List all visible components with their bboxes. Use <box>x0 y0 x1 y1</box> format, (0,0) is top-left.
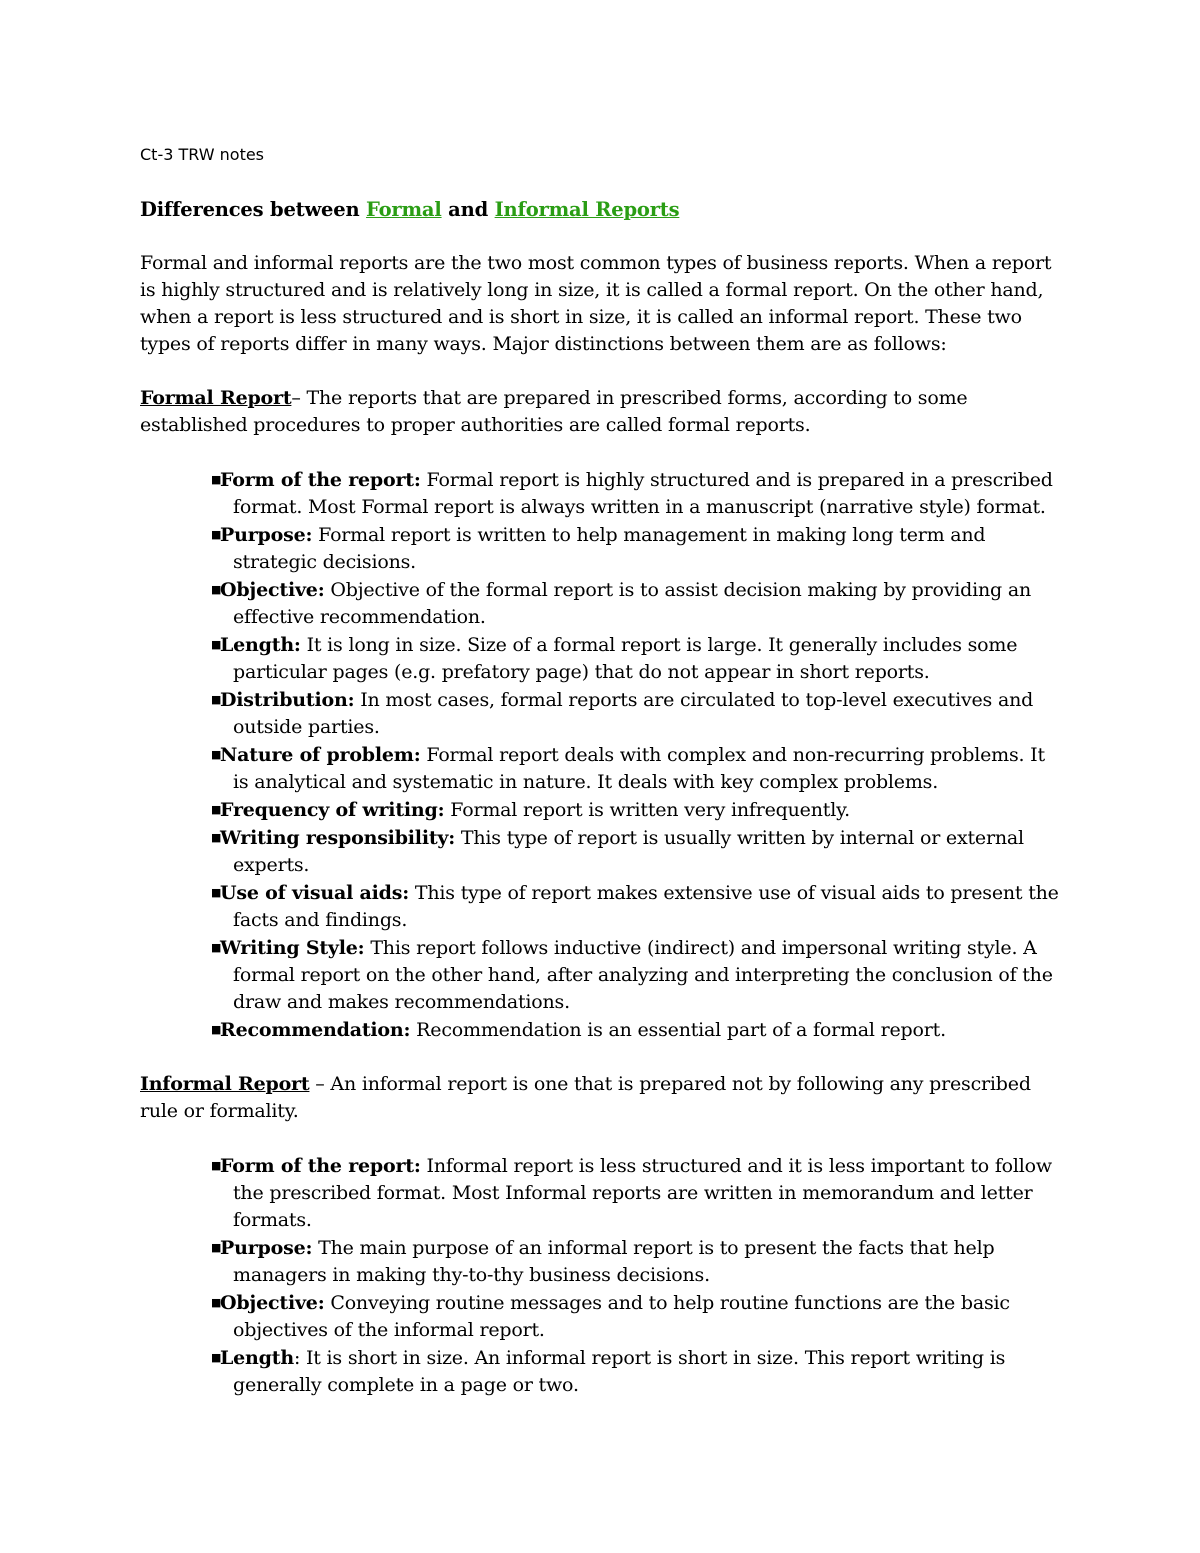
list-item <box>198 686 1060 741</box>
square-bullet-icon: ■ <box>211 1296 222 1309</box>
intro-paragraph: Formal and informal reports are the two most common types of business reports. When a report is highly structured and is relatively long in size, it is called a formal report. On the other hand, when a report is less structured and is short in size, it is called an informal report. These two types of reports differ in many ways. Major distinctions between them are as follows: <box>140 252 1052 355</box>
point-text: Informal report is less structured and it is less important to follow the prescribed format. Most Informal reports are written in memorandum and letter formats. <box>233 1155 1052 1231</box>
point-text: It is long in size. Size of a formal report is large. It generally includes some particular pages (e.g. prefatory page) that do not appear in short reports. <box>233 634 1018 683</box>
list-item <box>198 466 1060 521</box>
square-bullet-icon: ■ <box>211 1023 222 1036</box>
point-text: Formal report is written very infrequently. <box>444 799 850 821</box>
formal-report-term: Formal Report <box>140 387 292 409</box>
point-text: In most cases, formal reports are circulated to top-level executives and outside parties. <box>233 689 1034 738</box>
square-bullet-icon: ■ <box>211 583 222 596</box>
square-bullet-icon: ■ <box>211 941 222 954</box>
square-bullet-icon: ■ <box>211 748 222 761</box>
informal-report-term: Informal Report <box>140 1073 310 1095</box>
point-label: Length: <box>220 634 301 656</box>
list-item <box>198 1234 1060 1289</box>
list-item <box>198 934 1060 1016</box>
informal-report-points <box>140 1152 1060 1399</box>
point-label: Length <box>220 1347 294 1369</box>
point-text: Formal report is written to help management in making long term and strategic decisions. <box>233 524 986 573</box>
list-item <box>198 1152 1060 1234</box>
heading-prefix: Differences between <box>140 198 367 221</box>
square-bullet-icon: ■ <box>211 886 222 899</box>
doc-title: Ct-3 TRW notes <box>140 145 265 164</box>
square-bullet-icon: ■ <box>211 1351 222 1364</box>
list-item <box>198 1016 1060 1044</box>
square-bullet-icon: ■ <box>211 1241 222 1254</box>
list-item <box>198 741 1060 796</box>
formal-report-points <box>140 466 1060 1044</box>
point-label: Purpose: <box>220 1237 313 1259</box>
list-item <box>198 521 1060 576</box>
square-bullet-icon: ■ <box>211 473 222 486</box>
point-label: Nature of problem: <box>220 744 421 766</box>
point-label: Frequency of writing: <box>220 799 445 821</box>
square-bullet-icon: ■ <box>211 638 222 651</box>
point-text: Recommendation is an essential part of a formal report. <box>410 1019 946 1041</box>
square-bullet-icon: ■ <box>211 528 222 541</box>
square-bullet-icon: ■ <box>211 693 222 706</box>
point-text: The main purpose of an informal report is to present the facts that help managers in making thy-to-thy business decisions. <box>233 1237 995 1286</box>
square-bullet-icon: ■ <box>211 1159 222 1172</box>
point-text: Objective of the formal report is to assist decision making by providing an effective recommendation. <box>233 579 1031 628</box>
point-label: Objective: <box>220 1292 325 1314</box>
list-item <box>198 631 1060 686</box>
point-text: : It is short in size. An informal report is short in size. This report writing is generally complete in a page or two. <box>233 1347 1006 1396</box>
list-item <box>198 879 1060 934</box>
point-text: Formal report is highly structured and is prepared in a prescribed format. Most Formal report is always written in a manuscript (narrative style) format. <box>233 469 1053 518</box>
list-item <box>198 796 1060 824</box>
point-label: Writing Style: <box>220 937 365 959</box>
list-item <box>198 1289 1060 1344</box>
formal-report-definition-text: – The reports that are prepared in prescribed forms, according to some established procedures to proper authorities are called formal reports. <box>140 387 968 436</box>
square-bullet-icon: ■ <box>211 831 222 844</box>
point-text: This report follows inductive (indirect) and impersonal writing style. A formal report on the other hand, after analyzing and interpreting the conclusion of the draw and makes recommendations. <box>233 937 1053 1013</box>
informal-report-definition-text: – An informal report is one that is prepared not by following any prescribed rule or formality. <box>140 1073 1031 1122</box>
informal-reports-link[interactable]: Informal Reports <box>494 198 680 221</box>
point-label: Use of visual aids: <box>220 882 410 904</box>
list-item <box>198 576 1060 631</box>
heading-and: and <box>441 198 495 221</box>
point-text: This type of report is usually written by internal or external experts. <box>233 827 1024 876</box>
formal-link[interactable]: Formal <box>366 198 442 221</box>
point-text: Conveying routine messages and to help routine functions are the basic objectives of the informal report. <box>233 1292 1010 1341</box>
formal-definition <box>140 385 1060 439</box>
point-label: Recommendation: <box>220 1019 411 1041</box>
square-bullet-icon: ■ <box>211 803 222 816</box>
point-label: Purpose: <box>220 524 313 546</box>
section-heading <box>140 196 1060 223</box>
point-text: Formal report deals with complex and non-recurring problems. It is analytical and systematic in nature. It deals with key complex problems. <box>233 744 1045 793</box>
point-label: Writing responsibility: <box>220 827 456 849</box>
point-label: Form of the report: <box>220 469 421 491</box>
point-label: Objective: <box>220 579 325 601</box>
list-item <box>198 824 1060 879</box>
informal-definition <box>140 1071 1060 1125</box>
point-label: Distribution: <box>220 689 355 711</box>
point-text: This type of report makes extensive use of visual aids to present the facts and findings. <box>233 882 1059 931</box>
point-label: Form of the report: <box>220 1155 421 1177</box>
list-item <box>198 1344 1060 1399</box>
document-page <box>140 140 1060 1426</box>
